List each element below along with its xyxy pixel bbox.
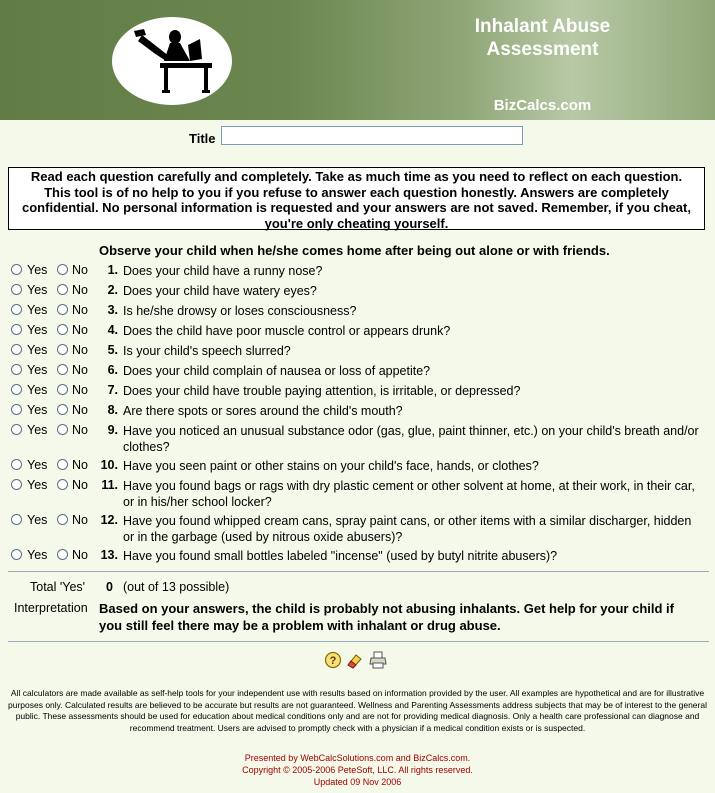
help-icon[interactable] <box>324 651 342 669</box>
copyright: Copyright © 2005-2006 PeteSoft, LLC. All rights reserved. <box>242 765 473 775</box>
question-number: 1. <box>107 263 118 277</box>
question-text: Is he/she drowsy or loses consciousness? <box>123 304 357 318</box>
divider <box>8 641 709 642</box>
yes-label[interactable]: Yes <box>27 343 48 357</box>
question-text: Does the child have poor muscle control or appears drunk? <box>123 324 451 338</box>
no-radio[interactable] <box>57 324 68 335</box>
yes-radio[interactable] <box>11 479 22 490</box>
no-radio[interactable] <box>57 264 68 275</box>
eraser-icon[interactable] <box>346 651 364 669</box>
yes-radio[interactable] <box>11 549 22 560</box>
question-number: 2. <box>107 283 118 297</box>
no-label[interactable]: No <box>72 548 88 562</box>
section-heading: Observe your child when he/she comes home after being out alone or with friends. <box>99 243 610 258</box>
question-number: 5. <box>107 343 118 357</box>
yes-label[interactable]: Yes <box>27 423 48 437</box>
no-label[interactable]: No <box>72 263 88 277</box>
yes-label[interactable]: Yes <box>27 303 48 317</box>
header-banner <box>0 0 715 120</box>
no-radio[interactable] <box>57 459 68 470</box>
no-label[interactable]: No <box>72 513 88 527</box>
yes-label[interactable]: Yes <box>27 323 48 337</box>
no-radio[interactable] <box>57 364 68 375</box>
app-title-line2: Assessment <box>486 39 599 60</box>
yes-label[interactable]: Yes <box>27 513 48 527</box>
yes-label[interactable]: Yes <box>27 478 48 492</box>
title-label: Title <box>189 131 216 146</box>
logo <box>112 17 232 105</box>
question-number: 12. <box>100 513 118 527</box>
question-text: Is your child's speech slurred? <box>123 344 291 358</box>
no-radio[interactable] <box>57 514 68 525</box>
no-radio[interactable] <box>57 404 68 415</box>
yes-radio[interactable] <box>11 404 22 415</box>
presented-by: Presented by WebCalcSolutions.com and BizCalcs.com. <box>244 753 471 763</box>
intro-instructions: Read each question carefully and completely. Take as much time as you need to reflect on each question. This tool is of no help to you if you refuse to answer each question honestly. Answers are completely confidential. No personal information is requested and your answers are not saved. Remember, if you cheat, you're only cheating yourself. <box>8 167 705 230</box>
updated-date: Updated 09 Nov 2006 <box>313 777 402 787</box>
no-radio[interactable] <box>57 344 68 355</box>
yes-radio[interactable] <box>11 424 22 435</box>
total-suffix: (out of 13 possible) <box>122 580 230 594</box>
no-radio[interactable] <box>57 549 68 560</box>
question-number: 11. <box>101 478 118 492</box>
no-radio[interactable] <box>57 479 68 490</box>
no-radio[interactable] <box>57 284 68 295</box>
no-label[interactable]: No <box>72 423 88 437</box>
question-number: 13. <box>100 548 118 562</box>
yes-radio[interactable] <box>11 514 22 525</box>
yes-radio[interactable] <box>11 364 22 375</box>
question-number: 9. <box>107 423 118 437</box>
title-input[interactable] <box>221 126 523 145</box>
no-label[interactable]: No <box>72 458 88 472</box>
yes-label[interactable]: Yes <box>27 383 48 397</box>
app-title <box>445 15 640 61</box>
disclaimer: All calculators are made available as self-help tools for your independent use with results based on information provided by the user. All examples are hypothetical and are for illustrative purposes only. Calculated results are believed to be accurate but results are not guaranteed. Wellness and Parenting Assessments address subjects that may be of interest to the general public. These assessments should be used for education about medical conditions only and are not for providing medical diagnosis. Only a health care professional can diagnose and recommend treatment. Users are advised to promptly check with a physician if a medical condition exists or is suspected. <box>8 688 707 733</box>
yes-radio[interactable] <box>11 304 22 315</box>
yes-label[interactable]: Yes <box>27 263 48 277</box>
question-text: Are there spots or sores around the child's mouth? <box>123 404 403 418</box>
question-text: Have you found small bottles labeled "incense" (used by butyl nitrite abusers)? <box>123 549 558 563</box>
total-value: 0 <box>106 580 113 594</box>
yes-radio[interactable] <box>11 264 22 275</box>
interpretation-label: Interpretation <box>14 601 88 615</box>
question-text: Have you noticed an unusual substance odor (gas, glue, paint thinner, etc.) on your child's breath and/or clothes? <box>123 424 699 454</box>
question-text: Have you seen paint or other stains on your child's face, hands, or clothes? <box>123 459 539 473</box>
yes-label[interactable]: Yes <box>27 403 48 417</box>
question-text: Have you found bags or rags with dry plastic cement or other solvent at home, at their work, in their car, or in his/her school locker? <box>123 479 695 509</box>
question-number: 10. <box>100 458 118 472</box>
question-number: 8. <box>107 403 118 417</box>
no-label[interactable]: No <box>72 478 88 492</box>
interpretation-text: Based on your answers, the child is probably not abusing inhalants. Get help for your child if you still feel there may be a problem with inhalant or drug abuse. <box>99 601 674 633</box>
no-label[interactable]: No <box>72 303 88 317</box>
no-radio[interactable] <box>57 384 68 395</box>
yes-label[interactable]: Yes <box>27 458 48 472</box>
yes-radio[interactable] <box>11 284 22 295</box>
question-number: 7. <box>107 383 118 397</box>
yes-radio[interactable] <box>11 344 22 355</box>
question-text: Does your child have trouble paying attention, is irritable, or depressed? <box>123 384 521 398</box>
no-radio[interactable] <box>57 304 68 315</box>
no-label[interactable]: No <box>72 403 88 417</box>
no-label[interactable]: No <box>72 283 88 297</box>
total-value-group <box>106 580 229 594</box>
question-text: Have you found whipped cream cans, spray paint cans, or other items with a similar discharger, hidden or in the garbage (used by nitrous oxide abusers)? <box>123 514 692 544</box>
no-label[interactable]: No <box>72 383 88 397</box>
svg-text:?: ? <box>329 655 337 667</box>
printer-icon[interactable] <box>369 651 387 669</box>
yes-label[interactable]: Yes <box>27 548 48 562</box>
credits <box>0 752 715 788</box>
yes-radio[interactable] <box>11 324 22 335</box>
question-text: Does your child have watery eyes? <box>123 284 317 298</box>
yes-label[interactable]: Yes <box>27 363 48 377</box>
question-text: Does your child complain of nausea or loss of appetite? <box>123 364 431 378</box>
total-label: Total 'Yes' <box>30 580 86 594</box>
child-reading-logo-icon <box>130 27 216 97</box>
divider <box>8 571 709 572</box>
question-number: 3. <box>107 303 118 317</box>
site-name: BizCalcs.com <box>493 97 592 114</box>
question-number: 6. <box>107 363 118 377</box>
no-label[interactable]: No <box>72 343 88 357</box>
question-number: 4. <box>107 323 118 337</box>
question-text: Does your child have a runny nose? <box>123 264 323 278</box>
no-label[interactable]: No <box>72 323 88 337</box>
yes-radio[interactable] <box>11 459 22 470</box>
no-label[interactable]: No <box>72 363 88 377</box>
no-radio[interactable] <box>57 424 68 435</box>
app-title-line1: Inhalant Abuse <box>474 16 611 37</box>
yes-radio[interactable] <box>11 384 22 395</box>
yes-label[interactable]: Yes <box>27 283 48 297</box>
